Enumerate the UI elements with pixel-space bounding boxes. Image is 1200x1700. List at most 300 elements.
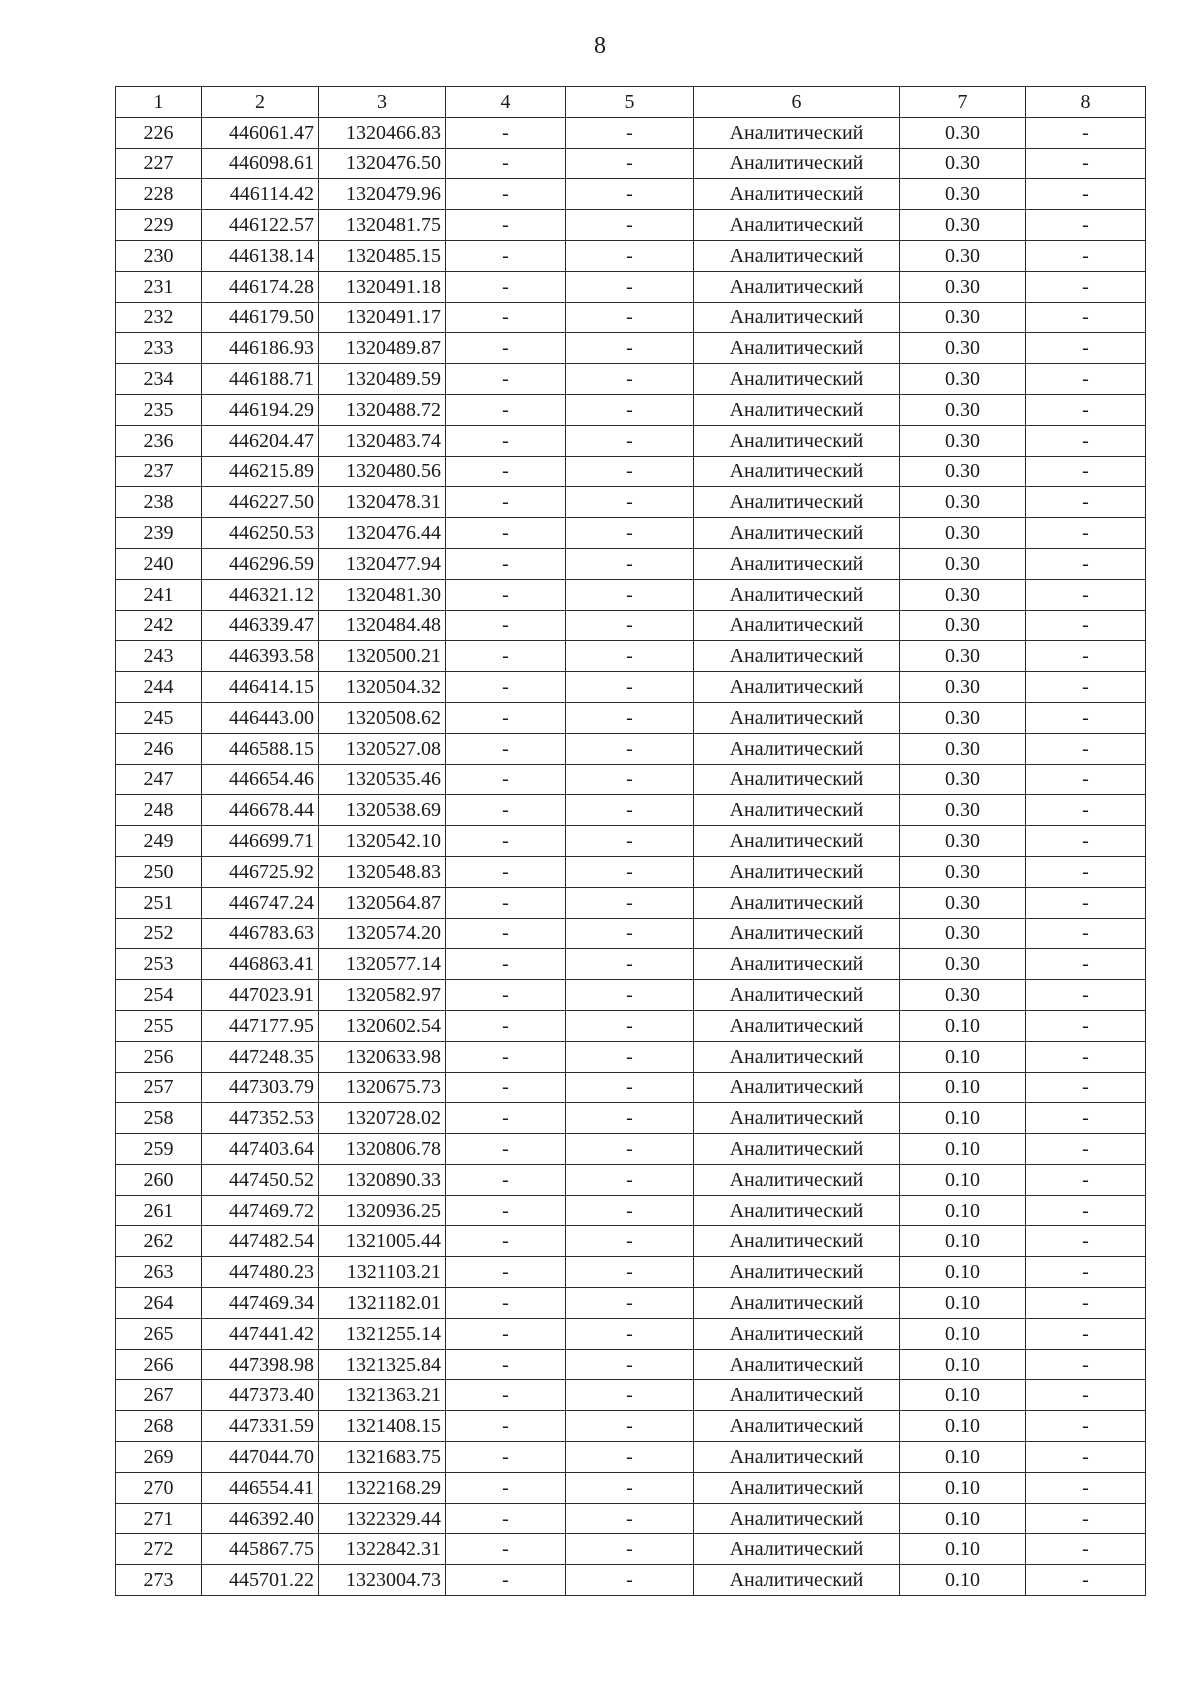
coordinate-x-cell: 446061.47 <box>202 117 319 148</box>
method-cell: Аналитический <box>694 1380 900 1411</box>
point-number-cell: 256 <box>116 1041 202 1072</box>
coordinate-x-cell: 446443.00 <box>202 702 319 733</box>
column-5-cell: - <box>566 949 694 980</box>
point-number-cell: 228 <box>116 179 202 210</box>
point-number-cell: 248 <box>116 795 202 826</box>
method-cell: Аналитический <box>694 1164 900 1195</box>
column-8-cell: - <box>1026 487 1146 518</box>
coordinate-x-cell: 446393.58 <box>202 641 319 672</box>
coordinate-y-cell: 1321325.84 <box>319 1349 446 1380</box>
accuracy-cell: 0.10 <box>900 1534 1026 1565</box>
table-row <box>116 487 1146 518</box>
coordinate-y-cell: 1320489.87 <box>319 333 446 364</box>
column-4-cell: - <box>446 148 566 179</box>
table-row <box>116 887 1146 918</box>
coordinate-y-cell: 1323004.73 <box>319 1565 446 1596</box>
method-cell: Аналитический <box>694 117 900 148</box>
column-8-cell: - <box>1026 1103 1146 1134</box>
coordinate-x-cell: 447403.64 <box>202 1134 319 1165</box>
point-number-cell: 268 <box>116 1411 202 1442</box>
point-number-cell: 260 <box>116 1164 202 1195</box>
coordinate-y-cell: 1321103.21 <box>319 1257 446 1288</box>
point-number-cell: 266 <box>116 1349 202 1380</box>
column-8-cell: - <box>1026 117 1146 148</box>
point-number-cell: 230 <box>116 240 202 271</box>
column-8-cell: - <box>1026 949 1146 980</box>
coordinate-x-cell: 446747.24 <box>202 887 319 918</box>
method-cell: Аналитический <box>694 240 900 271</box>
coordinate-x-cell: 447482.54 <box>202 1226 319 1257</box>
coordinate-y-cell: 1320477.94 <box>319 548 446 579</box>
accuracy-cell: 0.30 <box>900 487 1026 518</box>
method-cell: Аналитический <box>694 1411 900 1442</box>
point-number-cell: 245 <box>116 702 202 733</box>
coordinate-x-cell: 447331.59 <box>202 1411 319 1442</box>
column-4-cell: - <box>446 641 566 672</box>
accuracy-cell: 0.10 <box>900 1257 1026 1288</box>
coordinate-y-cell: 1320491.17 <box>319 302 446 333</box>
column-4-cell: - <box>446 425 566 456</box>
accuracy-cell: 0.10 <box>900 1041 1026 1072</box>
column-8-cell: - <box>1026 271 1146 302</box>
method-cell: Аналитический <box>694 1195 900 1226</box>
method-cell: Аналитический <box>694 1041 900 1072</box>
table-row <box>116 1565 1146 1596</box>
coordinate-y-cell: 1320582.97 <box>319 980 446 1011</box>
column-5-cell: - <box>566 148 694 179</box>
coordinate-x-cell: 447450.52 <box>202 1164 319 1195</box>
column-header: 5 <box>566 87 694 118</box>
table-row <box>116 949 1146 980</box>
column-8-cell: - <box>1026 641 1146 672</box>
coordinate-y-cell: 1320542.10 <box>319 826 446 857</box>
point-number-cell: 226 <box>116 117 202 148</box>
point-number-cell: 271 <box>116 1503 202 1534</box>
column-5-cell: - <box>566 733 694 764</box>
column-4-cell: - <box>446 518 566 549</box>
point-number-cell: 244 <box>116 672 202 703</box>
accuracy-cell: 0.30 <box>900 271 1026 302</box>
column-4-cell: - <box>446 764 566 795</box>
column-4-cell: - <box>446 918 566 949</box>
column-5-cell: - <box>566 1318 694 1349</box>
method-cell: Аналитический <box>694 518 900 549</box>
method-cell: Аналитический <box>694 487 900 518</box>
column-5-cell: - <box>566 1195 694 1226</box>
coordinate-x-cell: 446174.28 <box>202 271 319 302</box>
method-cell: Аналитический <box>694 364 900 395</box>
column-5-cell: - <box>566 1041 694 1072</box>
column-5-cell: - <box>566 1010 694 1041</box>
coordinate-x-cell: 447023.91 <box>202 980 319 1011</box>
method-cell: Аналитический <box>694 333 900 364</box>
accuracy-cell: 0.30 <box>900 518 1026 549</box>
coordinate-y-cell: 1320491.18 <box>319 271 446 302</box>
column-5-cell: - <box>566 394 694 425</box>
coordinate-x-cell: 446122.57 <box>202 210 319 241</box>
coordinate-x-cell: 446215.89 <box>202 456 319 487</box>
accuracy-cell: 0.30 <box>900 333 1026 364</box>
table-row <box>116 394 1146 425</box>
coordinate-x-cell: 446227.50 <box>202 487 319 518</box>
table-row <box>116 1195 1146 1226</box>
point-number-cell: 270 <box>116 1472 202 1503</box>
column-5-cell: - <box>566 210 694 241</box>
column-4-cell: - <box>446 949 566 980</box>
column-5-cell: - <box>566 1349 694 1380</box>
column-4-cell: - <box>446 579 566 610</box>
column-8-cell: - <box>1026 1164 1146 1195</box>
column-4-cell: - <box>446 271 566 302</box>
accuracy-cell: 0.30 <box>900 918 1026 949</box>
accuracy-cell: 0.30 <box>900 949 1026 980</box>
accuracy-cell: 0.30 <box>900 148 1026 179</box>
table-row <box>116 548 1146 579</box>
coordinate-x-cell: 447480.23 <box>202 1257 319 1288</box>
column-8-cell: - <box>1026 364 1146 395</box>
method-cell: Аналитический <box>694 918 900 949</box>
coordinate-y-cell: 1320476.44 <box>319 518 446 549</box>
column-4-cell: - <box>446 1164 566 1195</box>
column-header: 2 <box>202 87 319 118</box>
coordinate-x-cell: 446114.42 <box>202 179 319 210</box>
column-8-cell: - <box>1026 425 1146 456</box>
point-number-cell: 235 <box>116 394 202 425</box>
column-8-cell: - <box>1026 210 1146 241</box>
coordinate-y-cell: 1320564.87 <box>319 887 446 918</box>
column-5-cell: - <box>566 271 694 302</box>
column-4-cell: - <box>446 487 566 518</box>
column-4-cell: - <box>446 394 566 425</box>
point-number-cell: 261 <box>116 1195 202 1226</box>
method-cell: Аналитический <box>694 1010 900 1041</box>
column-4-cell: - <box>446 1103 566 1134</box>
table-row <box>116 117 1146 148</box>
column-5-cell: - <box>566 302 694 333</box>
column-header: 3 <box>319 87 446 118</box>
column-8-cell: - <box>1026 980 1146 1011</box>
coordinate-x-cell: 447469.34 <box>202 1288 319 1319</box>
method-cell: Аналитический <box>694 1318 900 1349</box>
column-4-cell: - <box>446 333 566 364</box>
coordinate-x-cell: 447248.35 <box>202 1041 319 1072</box>
accuracy-cell: 0.30 <box>900 425 1026 456</box>
method-cell: Аналитический <box>694 702 900 733</box>
table-row <box>116 641 1146 672</box>
table-row <box>116 1226 1146 1257</box>
table-row <box>116 425 1146 456</box>
coordinate-y-cell: 1320936.25 <box>319 1195 446 1226</box>
coordinate-y-cell: 1320535.46 <box>319 764 446 795</box>
accuracy-cell: 0.30 <box>900 179 1026 210</box>
method-cell: Аналитический <box>694 1534 900 1565</box>
column-4-cell: - <box>446 210 566 241</box>
accuracy-cell: 0.30 <box>900 240 1026 271</box>
coordinate-y-cell: 1320481.30 <box>319 579 446 610</box>
method-cell: Аналитический <box>694 1257 900 1288</box>
accuracy-cell: 0.30 <box>900 887 1026 918</box>
table-row <box>116 1442 1146 1473</box>
coordinate-y-cell: 1321182.01 <box>319 1288 446 1319</box>
method-cell: Аналитический <box>694 1349 900 1380</box>
coordinate-y-cell: 1321683.75 <box>319 1442 446 1473</box>
coordinate-x-cell: 447352.53 <box>202 1103 319 1134</box>
column-5-cell: - <box>566 980 694 1011</box>
accuracy-cell: 0.10 <box>900 1472 1026 1503</box>
column-4-cell: - <box>446 980 566 1011</box>
coordinate-y-cell: 1320500.21 <box>319 641 446 672</box>
table-row <box>116 1288 1146 1319</box>
accuracy-cell: 0.30 <box>900 702 1026 733</box>
coordinates-table <box>115 86 1146 1596</box>
page-number: 8 <box>594 33 606 59</box>
point-number-cell: 241 <box>116 579 202 610</box>
coordinate-y-cell: 1320476.50 <box>319 148 446 179</box>
column-4-cell: - <box>446 364 566 395</box>
method-cell: Аналитический <box>694 1565 900 1596</box>
column-5-cell: - <box>566 1072 694 1103</box>
table-row <box>116 733 1146 764</box>
column-4-cell: - <box>446 1195 566 1226</box>
column-4-cell: - <box>446 1472 566 1503</box>
method-cell: Аналитический <box>694 1072 900 1103</box>
coordinate-x-cell: 446725.92 <box>202 856 319 887</box>
accuracy-cell: 0.30 <box>900 364 1026 395</box>
coordinate-y-cell: 1320548.83 <box>319 856 446 887</box>
point-number-cell: 252 <box>116 918 202 949</box>
column-5-cell: - <box>566 1472 694 1503</box>
accuracy-cell: 0.30 <box>900 548 1026 579</box>
column-header: 6 <box>694 87 900 118</box>
coordinate-x-cell: 447469.72 <box>202 1195 319 1226</box>
column-8-cell: - <box>1026 518 1146 549</box>
table-row <box>116 1380 1146 1411</box>
column-8-cell: - <box>1026 887 1146 918</box>
method-cell: Аналитический <box>694 425 900 456</box>
column-4-cell: - <box>446 702 566 733</box>
coordinate-y-cell: 1321363.21 <box>319 1380 446 1411</box>
column-5-cell: - <box>566 795 694 826</box>
point-number-cell: 234 <box>116 364 202 395</box>
method-cell: Аналитический <box>694 949 900 980</box>
column-8-cell: - <box>1026 240 1146 271</box>
column-header: 8 <box>1026 87 1146 118</box>
column-4-cell: - <box>446 1318 566 1349</box>
column-8-cell: - <box>1026 918 1146 949</box>
accuracy-cell: 0.30 <box>900 394 1026 425</box>
point-number-cell: 269 <box>116 1442 202 1473</box>
column-4-cell: - <box>446 826 566 857</box>
column-5-cell: - <box>566 1411 694 1442</box>
table-row <box>116 610 1146 641</box>
accuracy-cell: 0.10 <box>900 1318 1026 1349</box>
accuracy-cell: 0.30 <box>900 856 1026 887</box>
column-5-cell: - <box>566 856 694 887</box>
coordinate-x-cell: 447373.40 <box>202 1380 319 1411</box>
column-8-cell: - <box>1026 1318 1146 1349</box>
column-8-cell: - <box>1026 1288 1146 1319</box>
point-number-cell: 257 <box>116 1072 202 1103</box>
table-row <box>116 1072 1146 1103</box>
column-8-cell: - <box>1026 579 1146 610</box>
column-4-cell: - <box>446 179 566 210</box>
coordinate-y-cell: 1320481.75 <box>319 210 446 241</box>
column-5-cell: - <box>566 1442 694 1473</box>
method-cell: Аналитический <box>694 980 900 1011</box>
column-5-cell: - <box>566 1534 694 1565</box>
table-row <box>116 240 1146 271</box>
coordinate-x-cell: 446863.41 <box>202 949 319 980</box>
point-number-cell: 239 <box>116 518 202 549</box>
coordinate-y-cell: 1320633.98 <box>319 1041 446 1072</box>
coordinate-x-cell: 446250.53 <box>202 518 319 549</box>
coordinate-x-cell: 446188.71 <box>202 364 319 395</box>
accuracy-cell: 0.30 <box>900 826 1026 857</box>
method-cell: Аналитический <box>694 148 900 179</box>
column-8-cell: - <box>1026 1411 1146 1442</box>
coordinate-x-cell: 446414.15 <box>202 672 319 703</box>
column-8-cell: - <box>1026 302 1146 333</box>
method-cell: Аналитический <box>694 302 900 333</box>
column-8-cell: - <box>1026 826 1146 857</box>
column-5-cell: - <box>566 672 694 703</box>
column-8-cell: - <box>1026 1226 1146 1257</box>
column-4-cell: - <box>446 1503 566 1534</box>
column-5-cell: - <box>566 1103 694 1134</box>
method-cell: Аналитический <box>694 579 900 610</box>
column-5-cell: - <box>566 1380 694 1411</box>
coordinate-x-cell: 446186.93 <box>202 333 319 364</box>
column-8-cell: - <box>1026 148 1146 179</box>
coordinate-x-cell: 447177.95 <box>202 1010 319 1041</box>
column-5-cell: - <box>566 425 694 456</box>
table-row <box>116 271 1146 302</box>
column-8-cell: - <box>1026 672 1146 703</box>
column-8-cell: - <box>1026 548 1146 579</box>
column-4-cell: - <box>446 1226 566 1257</box>
column-5-cell: - <box>566 240 694 271</box>
accuracy-cell: 0.30 <box>900 980 1026 1011</box>
coordinate-x-cell: 446392.40 <box>202 1503 319 1534</box>
accuracy-cell: 0.10 <box>900 1103 1026 1134</box>
coordinate-x-cell: 446783.63 <box>202 918 319 949</box>
coordinate-y-cell: 1320538.69 <box>319 795 446 826</box>
column-5-cell: - <box>566 518 694 549</box>
coordinate-y-cell: 1320574.20 <box>319 918 446 949</box>
column-5-cell: - <box>566 117 694 148</box>
coordinate-x-cell: 445867.75 <box>202 1534 319 1565</box>
coordinate-x-cell: 446588.15 <box>202 733 319 764</box>
table-row <box>116 918 1146 949</box>
column-5-cell: - <box>566 333 694 364</box>
column-8-cell: - <box>1026 1472 1146 1503</box>
column-5-cell: - <box>566 1288 694 1319</box>
column-8-cell: - <box>1026 1257 1146 1288</box>
accuracy-cell: 0.30 <box>900 210 1026 241</box>
table-header-row <box>116 87 1146 118</box>
column-8-cell: - <box>1026 1380 1146 1411</box>
column-8-cell: - <box>1026 764 1146 795</box>
accuracy-cell: 0.10 <box>900 1010 1026 1041</box>
table-row <box>116 210 1146 241</box>
coordinate-y-cell: 1320806.78 <box>319 1134 446 1165</box>
method-cell: Аналитический <box>694 271 900 302</box>
column-4-cell: - <box>446 856 566 887</box>
table-row <box>116 1534 1146 1565</box>
coordinate-y-cell: 1320489.59 <box>319 364 446 395</box>
column-5-cell: - <box>566 887 694 918</box>
accuracy-cell: 0.30 <box>900 641 1026 672</box>
column-4-cell: - <box>446 1041 566 1072</box>
coordinate-y-cell: 1321005.44 <box>319 1226 446 1257</box>
table-row <box>116 1010 1146 1041</box>
column-8-cell: - <box>1026 1134 1146 1165</box>
column-8-cell: - <box>1026 1072 1146 1103</box>
point-number-cell: 229 <box>116 210 202 241</box>
accuracy-cell: 0.30 <box>900 764 1026 795</box>
coordinate-x-cell: 446554.41 <box>202 1472 319 1503</box>
column-5-cell: - <box>566 918 694 949</box>
column-5-cell: - <box>566 1226 694 1257</box>
table-row <box>116 1257 1146 1288</box>
table-row <box>116 1041 1146 1072</box>
point-number-cell: 273 <box>116 1565 202 1596</box>
table-row <box>116 1503 1146 1534</box>
column-8-cell: - <box>1026 394 1146 425</box>
coordinate-x-cell: 446678.44 <box>202 795 319 826</box>
point-number-cell: 250 <box>116 856 202 887</box>
point-number-cell: 255 <box>116 1010 202 1041</box>
method-cell: Аналитический <box>694 1134 900 1165</box>
column-4-cell: - <box>446 302 566 333</box>
coordinate-y-cell: 1320504.32 <box>319 672 446 703</box>
coordinate-y-cell: 1320479.96 <box>319 179 446 210</box>
column-8-cell: - <box>1026 1349 1146 1380</box>
point-number-cell: 227 <box>116 148 202 179</box>
column-5-cell: - <box>566 641 694 672</box>
accuracy-cell: 0.10 <box>900 1164 1026 1195</box>
table-row <box>116 302 1146 333</box>
point-number-cell: 253 <box>116 949 202 980</box>
accuracy-cell: 0.10 <box>900 1134 1026 1165</box>
method-cell: Аналитический <box>694 826 900 857</box>
coordinate-y-cell: 1320480.56 <box>319 456 446 487</box>
method-cell: Аналитический <box>694 1288 900 1319</box>
point-number-cell: 251 <box>116 887 202 918</box>
table-row <box>116 1134 1146 1165</box>
table-row <box>116 518 1146 549</box>
table-row <box>116 1411 1146 1442</box>
column-4-cell: - <box>446 456 566 487</box>
column-4-cell: - <box>446 1349 566 1380</box>
method-cell: Аналитический <box>694 1442 900 1473</box>
point-number-cell: 249 <box>116 826 202 857</box>
method-cell: Аналитический <box>694 210 900 241</box>
table-row <box>116 1318 1146 1349</box>
coordinate-y-cell: 1321255.14 <box>319 1318 446 1349</box>
method-cell: Аналитический <box>694 394 900 425</box>
column-5-cell: - <box>566 1503 694 1534</box>
method-cell: Аналитический <box>694 1472 900 1503</box>
coordinate-y-cell: 1320602.54 <box>319 1010 446 1041</box>
accuracy-cell: 0.10 <box>900 1565 1026 1596</box>
point-number-cell: 236 <box>116 425 202 456</box>
coordinate-x-cell: 446321.12 <box>202 579 319 610</box>
table-row <box>116 980 1146 1011</box>
column-8-cell: - <box>1026 1041 1146 1072</box>
column-5-cell: - <box>566 179 694 210</box>
coordinate-y-cell: 1320508.62 <box>319 702 446 733</box>
